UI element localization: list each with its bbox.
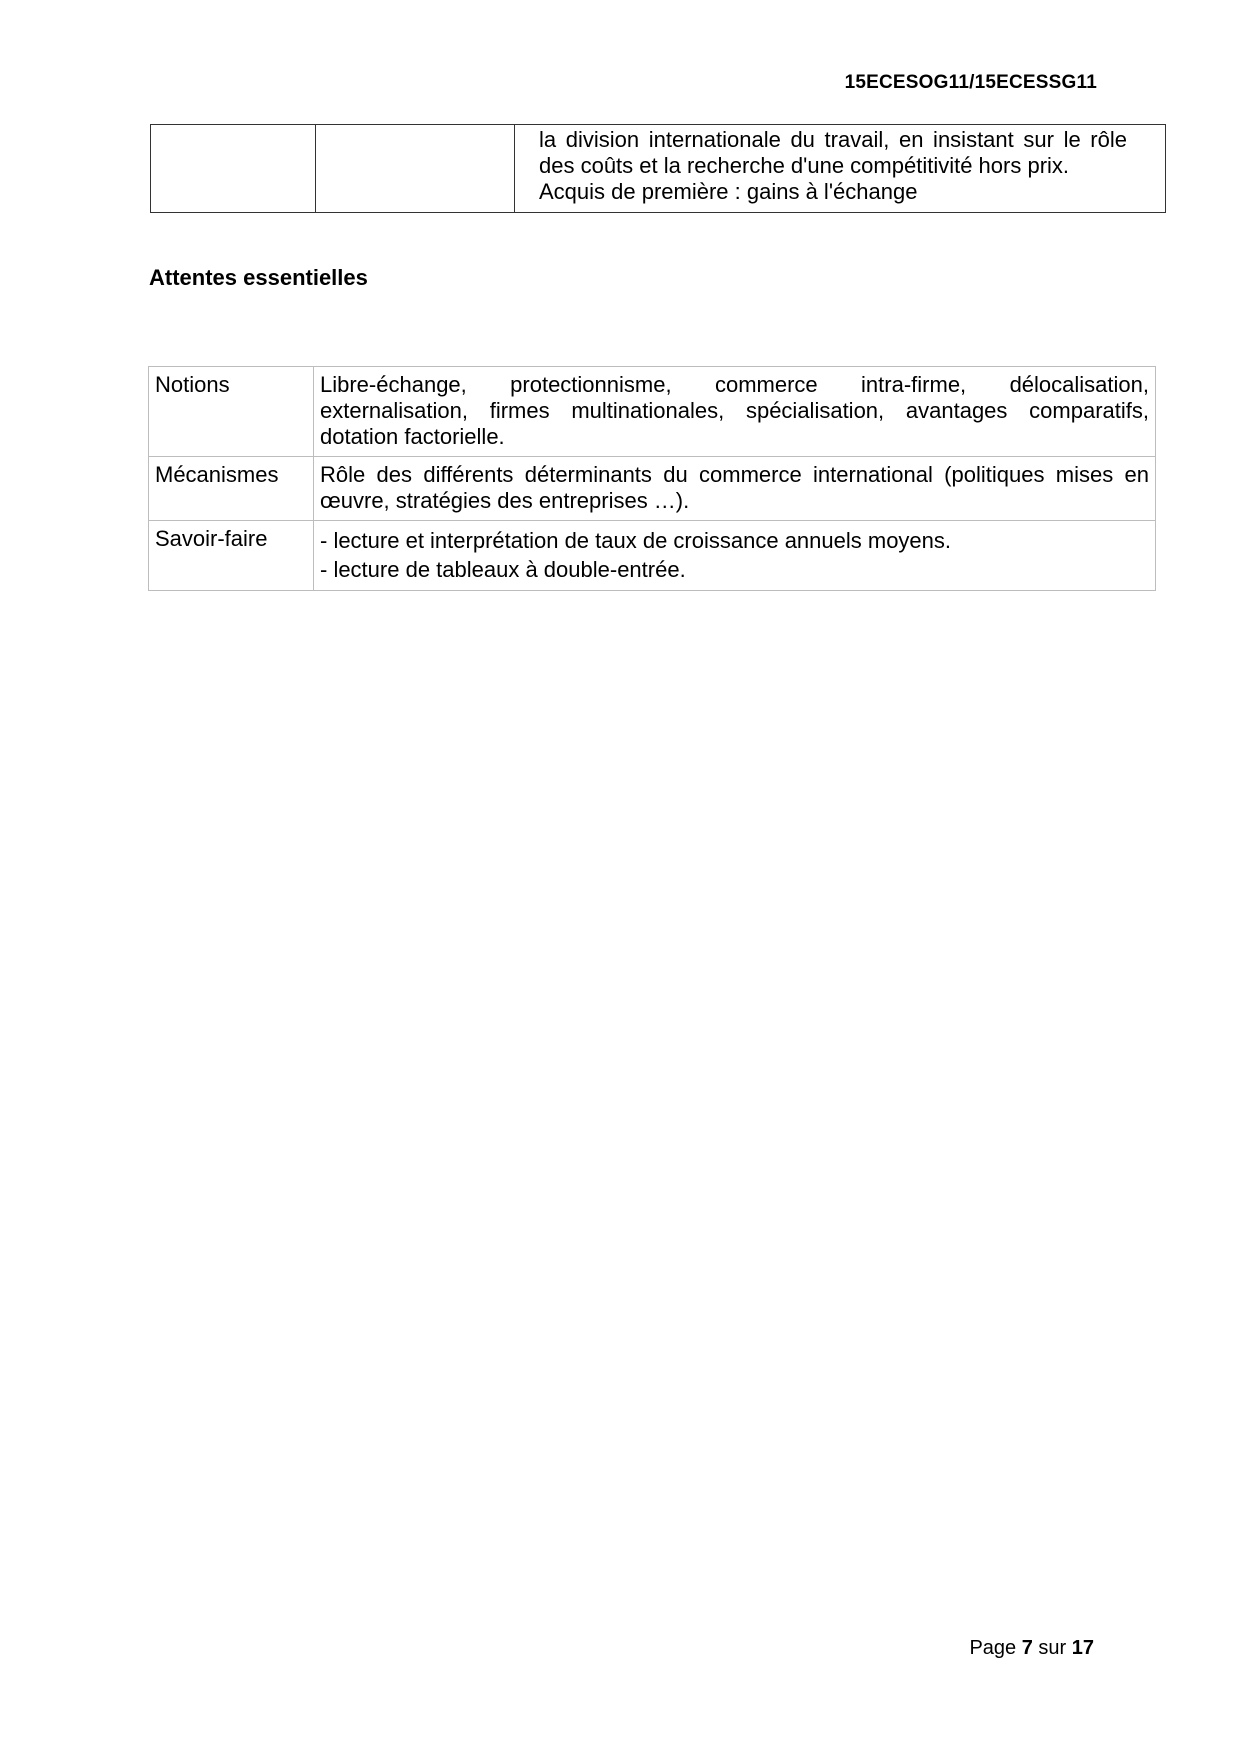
page-current: 7 [1021, 1637, 1033, 1659]
table-row-notions [149, 367, 1156, 457]
page-number [969, 1637, 1094, 1660]
section-heading: Attentes essentielles [149, 265, 368, 290]
continuation-table [150, 124, 1166, 213]
cell-text-line: la division internationale du travail, en insistant sur le rôle des coûts et la recherche d'une compétitivité hors prix. [539, 127, 1127, 178]
expectations-table [148, 366, 1156, 591]
table-cell-empty [316, 125, 515, 213]
page-middle: sur [1032, 1637, 1072, 1659]
row-content: Libre-échange, protectionnisme, commerce intra-firme, délocalisation, externalisation, firmes multinationales, spécialisation, avantages comparatifs, dotation factorielle. [314, 367, 1156, 457]
content-line: - lecture et interprétation de taux de croissance annuels moyens. [320, 528, 952, 553]
row-label: Savoir-faire [149, 521, 314, 591]
row-content: Rôle des différents déterminants du commerce international (politiques mises en œuvre, stratégies des entreprises …). [314, 457, 1156, 521]
table-cell-empty [151, 125, 316, 213]
content-line: - lecture de tableaux à double-entrée. [320, 557, 686, 582]
table-cell-text [515, 125, 1166, 213]
table-row [151, 125, 1166, 213]
table-row-mecanismes [149, 457, 1156, 521]
row-label: Mécanismes [149, 457, 314, 521]
page-total: 17 [1071, 1637, 1094, 1659]
cell-text-line: Acquis de première : gains à l'échange [539, 179, 918, 204]
page-prefix: Page [969, 1637, 1022, 1659]
row-label: Notions [149, 367, 314, 457]
row-content [314, 521, 1156, 591]
table-row-savoir-faire [149, 521, 1156, 591]
document-code: 15ECESOG11/15ECESSG11 [844, 72, 1097, 93]
